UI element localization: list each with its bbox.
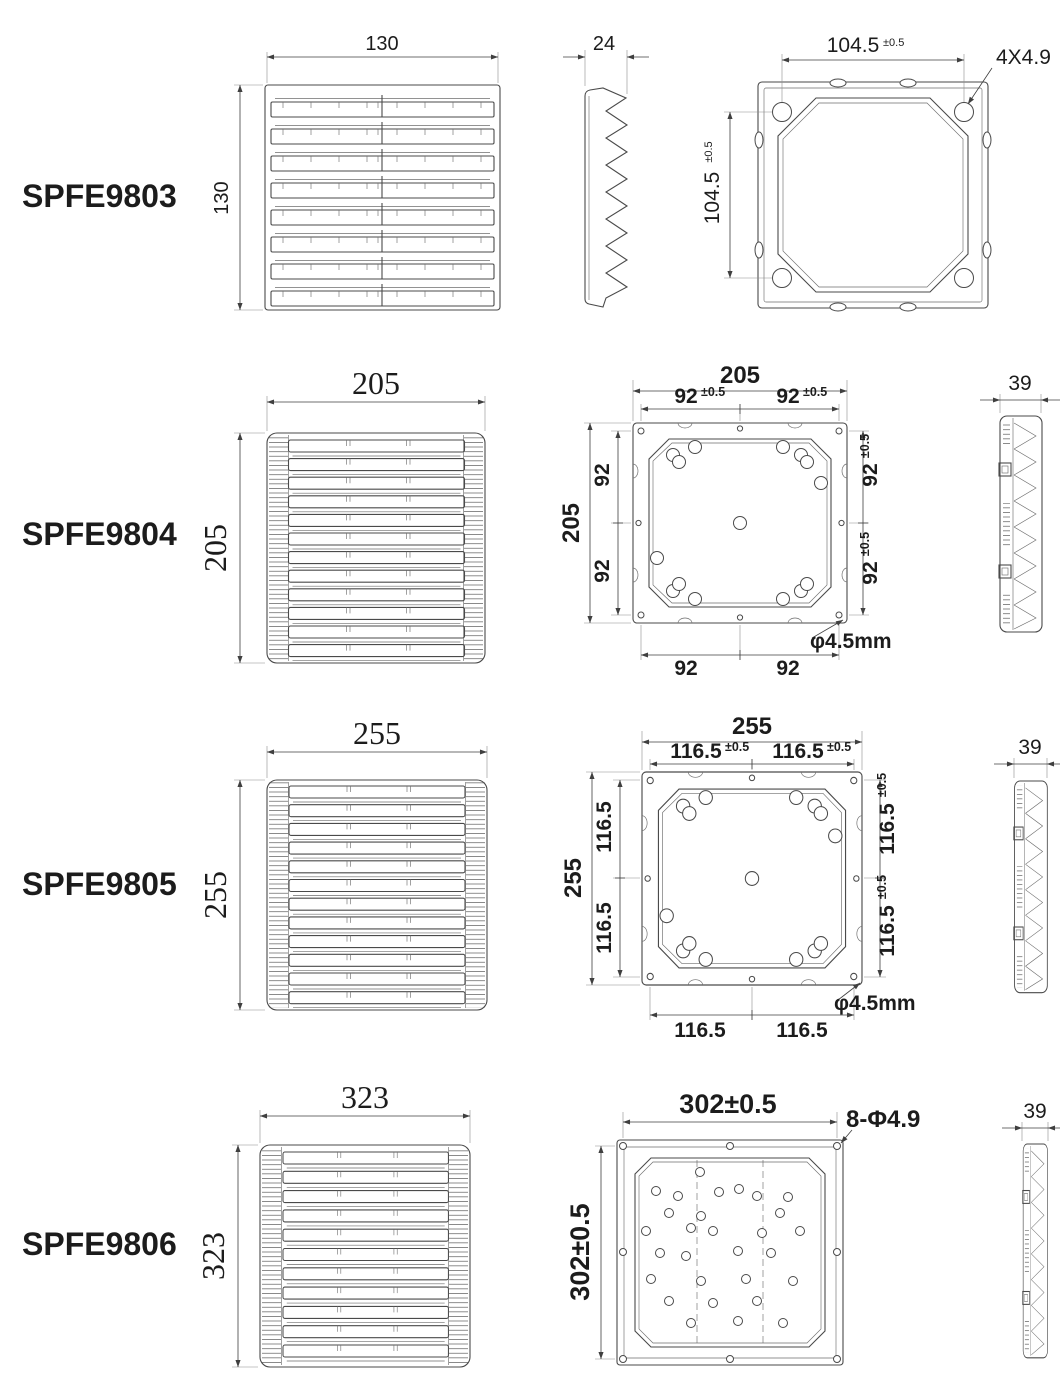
dim-9805-back-left2: 116.5 [593,902,616,954]
spfe9804-back-view [633,423,847,623]
dim-9805-back-bottom2: 116.5 [776,1019,828,1042]
spfe9804-side-dimensions [980,372,1060,413]
dim-9804-front-width: 205 [352,365,400,401]
dim-9803-back-height: 104.5 [701,171,724,225]
dim-9805-back-top1: 116.5 [670,740,722,763]
dim-9804-back-right1-tol: ±0.5 [858,433,872,459]
dim-9804-back-top1-tol: ±0.5 [701,385,726,399]
dim-9804-back-left2: 92 [591,559,614,583]
dim-9805-front-height: 255 [197,871,233,919]
spfe9804-side-view [999,416,1042,632]
spfe9803-side-view [585,88,627,307]
dim-9803-back-width: 104.5 [826,34,880,57]
dim-9805-front-width: 255 [353,715,401,751]
dim-9803-front-height: 130 [211,181,233,215]
dim-9806-front-width: 323 [341,1079,389,1115]
dim-9803-side-depth: 24 [592,33,616,55]
dim-9804-front-height: 205 [197,524,233,572]
dim-9805-back-right1: 116.5 [876,803,899,855]
dim-9804-side-depth: 39 [1008,372,1032,395]
dim-9805-back-overall-width: 255 [731,713,773,740]
dim-9804-back-hole: φ4.5mm [810,630,892,653]
dim-9804-back-right2: 92 [859,561,882,585]
dim-9804-back-bottom1: 92 [674,657,698,680]
spfe9805-back-view [642,772,862,985]
spfe9806-back-view [617,1140,843,1365]
spfe9803-front-view [265,85,500,310]
spfe9805-front-view [267,780,487,1010]
row-spfe9805 [22,713,1060,1042]
dim-9806-back-height: 302±0.5 [565,1203,595,1301]
dim-9805-back-hole: φ4.5mm [834,992,916,1015]
model-label-spfe9804: SPFE9804 [22,516,177,552]
spfe9803-side-dimensions [563,33,649,94]
row-spfe9806 [22,1079,1060,1367]
dim-9805-back-bottom1: 116.5 [674,1019,726,1042]
dim-9804-back-top1: 92 [674,385,698,408]
dim-9804-back-bottom2: 92 [776,657,800,680]
dim-9805-back-left1: 116.5 [593,801,616,853]
dim-9803-back-holes: 4X4.9 [996,46,1051,69]
dim-9806-front-height: 323 [195,1232,231,1280]
spfe9805-side-view [1014,781,1048,993]
dim-9805-back-right2: 116.5 [876,905,899,957]
spfe9806-back-rivets [642,1168,805,1328]
dim-9803-front-width: 130 [365,33,399,55]
model-label-spfe9803: SPFE9803 [22,178,177,214]
dim-9804-back-right2-tol: ±0.5 [858,531,872,557]
dim-9805-back-right1-tol: ±0.5 [875,772,889,798]
dim-9804-back-left1: 92 [591,463,614,487]
row-spfe9803 [22,33,1051,311]
dim-9805-side-depth: 39 [1018,736,1042,759]
dim-9805-back-top2: 116.5 [772,740,824,763]
dim-9804-back-overall-height: 205 [558,502,585,544]
spfe9803-back-view [755,79,991,311]
dim-9803-back-width-tol: ±0.5 [883,37,905,49]
dim-9805-back-top2-tol: ±0.5 [827,740,852,754]
dim-9803-back-height-tol: ±0.5 [703,141,715,163]
spfe9806-back-dimensions [565,1089,920,1359]
dim-9804-back-overall-width: 205 [719,362,761,389]
spfe9806-front-dimensions [195,1079,470,1367]
dim-9805-back-top1-tol: ±0.5 [725,740,750,754]
dim-9805-back-overall-height: 255 [560,857,587,899]
dim-9806-back-holes: 8-Φ4.9 [846,1106,921,1133]
dim-9806-side-depth: 39 [1023,1100,1047,1123]
model-label-spfe9805: SPFE9805 [22,866,177,902]
spfe9803-back-dimensions [701,34,1051,278]
spfe9806-side-view [1023,1144,1048,1358]
dim-9804-back-top2: 92 [776,385,800,408]
model-label-spfe9806: SPFE9806 [22,1226,177,1262]
dim-9806-back-width: 302±0.5 [679,1089,777,1119]
spfe9806-front-view [260,1145,470,1367]
dim-9805-back-right2-tol: ±0.5 [875,874,889,900]
spfe9805-side-dimensions [994,736,1060,778]
spfe9804-front-view [267,433,485,663]
dim-9804-back-right1: 92 [859,463,882,487]
spfe9806-side-dimensions [1002,1100,1060,1141]
row-spfe9804 [22,362,1060,680]
dim-9804-back-top2-tol: ±0.5 [803,385,828,399]
